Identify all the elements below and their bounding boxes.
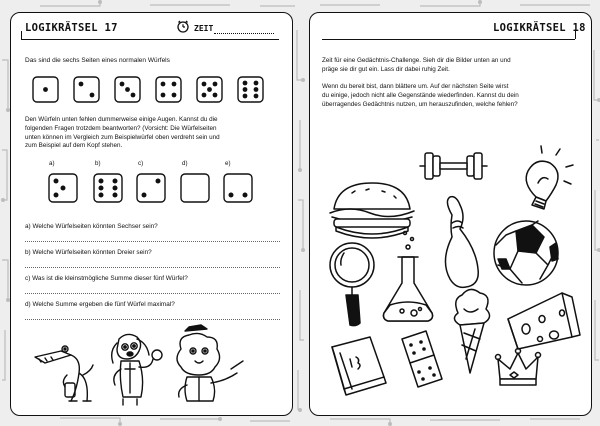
question-a: a) Welche Würfelseiten könnten Sechser sein? <box>25 223 158 230</box>
puzzle-dice-row <box>25 173 285 207</box>
dice-label-e: e) <box>225 160 231 167</box>
paragraph-line: du einige, jedoch nicht alle Gegenstände wiederfinden. Kannst du dein <box>322 91 519 99</box>
question-b: b) Welche Würfelseiten könnten Dreier sein? <box>25 249 152 256</box>
crocodile-character <box>35 346 93 401</box>
paragraph-line: zum Beispiel auf dem Kopf stehen. <box>25 142 123 150</box>
answer-line-b[interactable] <box>25 267 280 268</box>
puzzle-die-c <box>137 174 165 202</box>
answer-line-a[interactable] <box>25 241 280 242</box>
right-page-logic-puzzle-18 <box>309 12 592 416</box>
dice-label-b: b) <box>95 160 101 167</box>
dice-intro-text: Das sind die sechs Seiten eines normalen Würfels <box>25 57 170 64</box>
detective-characters-illustration <box>31 329 261 409</box>
page-title: LOGIKRÄTSEL 17 <box>25 22 118 34</box>
paragraph-line: Den Würfeln unten fehlen dummerweise einige Augen. Kannst du die <box>25 116 218 123</box>
left-page-logic-puzzle-17 <box>10 12 293 416</box>
dog-detective-character <box>112 334 162 405</box>
magnifying-glass-icon <box>330 243 374 326</box>
reference-dice-row <box>25 76 285 108</box>
paragraph-line: überragendes Gedächtnis nutzen, um herauszufinden, welche fehlen? <box>322 100 518 108</box>
paragraph-line: präge sie dir gut ein. Lass dir dabei ruhig Zeit. <box>322 65 450 73</box>
paragraph-line: Zeit für eine Gedächtnis-Challenge. Sieh dir die Bilder unten an und <box>322 57 511 64</box>
lion-professor-character <box>177 325 243 401</box>
question-c: c) Was ist die kleinstmögliche Summe dieser fünf Würfel? <box>25 275 188 282</box>
light-bulb-icon <box>526 146 573 209</box>
bowling-pin-icon <box>445 197 478 288</box>
header-rule <box>322 39 575 40</box>
question-d: d) Welche Summe ergeben die fünf Würfel maximal? <box>25 301 175 308</box>
dice-label-a: a) <box>49 160 55 167</box>
die-face-2 <box>74 77 99 102</box>
flask-icon <box>384 232 433 322</box>
cheese-icon <box>508 293 580 349</box>
clock-icon <box>176 19 190 33</box>
dumbbell-icon <box>420 153 487 179</box>
time-entry-line[interactable] <box>214 33 274 34</box>
puzzle-die-b <box>94 174 122 202</box>
answer-line-c[interactable] <box>25 293 280 294</box>
book-icon <box>332 337 386 395</box>
paragraph-line: unten können im Vergleich zum Beispielwürfel oben verdreht sein und <box>25 133 220 141</box>
time-label: ZEIT <box>194 24 214 33</box>
burger-icon <box>330 183 414 238</box>
right-page-header <box>310 13 591 47</box>
paragraph-line: folgenden Fragen trotzdem beantworten? (Vorsicht: Die Würfelseiten <box>25 124 217 132</box>
dice-label-c: c) <box>138 160 144 167</box>
soccer-ball-icon <box>494 221 558 285</box>
paragraph-line: Wenn du bereit bist, dann blättere um. Auf der nächsten Seite wirst <box>322 83 509 90</box>
die-face-4 <box>156 77 181 102</box>
header-tick <box>21 31 22 39</box>
puzzle-die-e <box>224 174 252 202</box>
answer-line-d[interactable] <box>25 319 280 320</box>
puzzle-die-d <box>181 174 209 202</box>
header-rule <box>21 39 279 40</box>
die-face-6 <box>238 77 263 102</box>
memory-objects-illustration <box>310 113 593 413</box>
ice-cream-icon <box>454 289 489 373</box>
left-page-header <box>11 13 292 47</box>
page-title: LOGIKRÄTSEL 18 <box>493 22 586 34</box>
crown-icon <box>496 349 541 386</box>
dice-label-d: d) <box>182 160 188 167</box>
